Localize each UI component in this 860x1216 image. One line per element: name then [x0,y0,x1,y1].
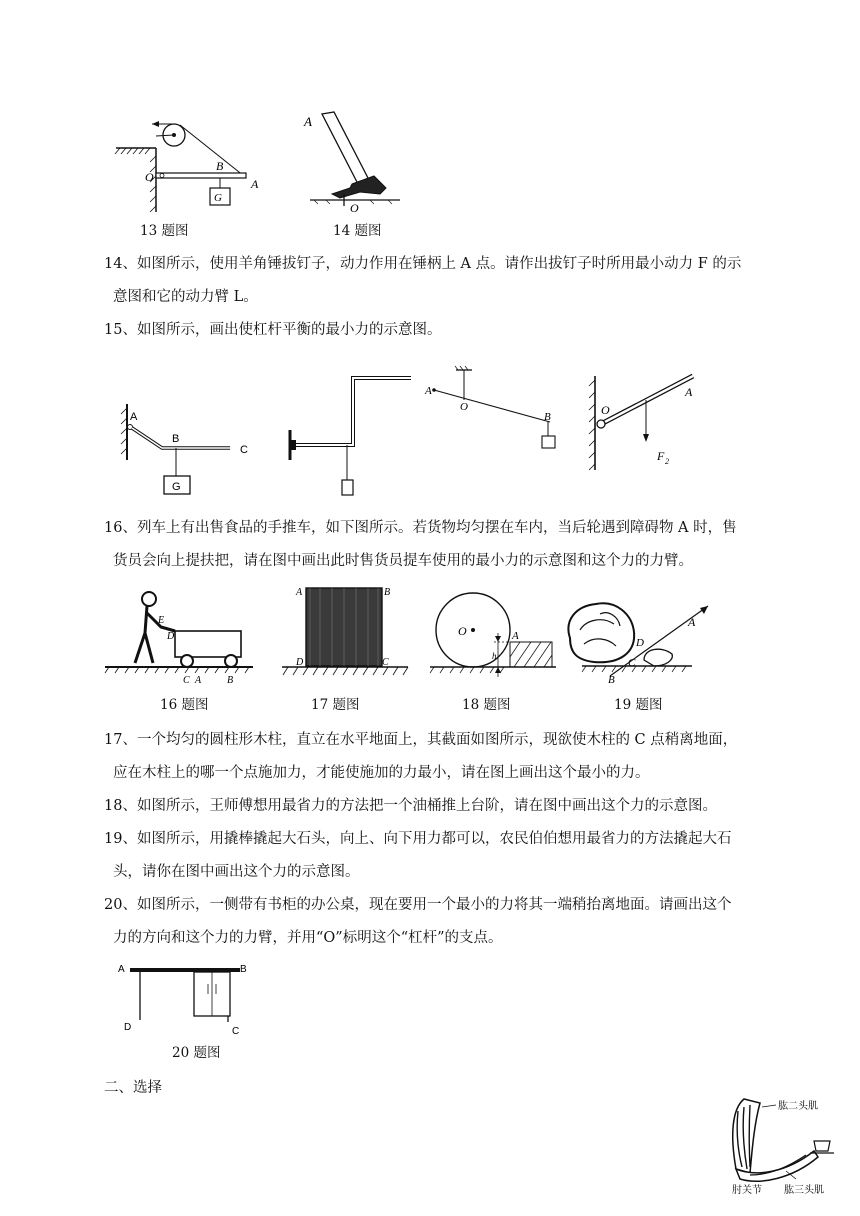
fig17-label-b: B [384,587,391,598]
caption-fig20: 20 题图 [172,1045,221,1061]
question-14-line-1: 14、如图所示，使用羊角锤拔钉子，动力作用在锤柄上 A 点。请作出拔钉子时所用最小动力 F 的示 [104,256,742,272]
fig14-label-o: O [350,201,359,215]
figure-15a [118,398,268,498]
fig16-label-d: D [167,631,175,642]
section-title: 二、选择 [104,1080,162,1096]
question-17-line-1: 17、一个均匀的圆柱形木柱，直立在水平地面上，其截面如图所示，现欲使木柱的 C 点稍离地面， [104,732,738,748]
question-14-line-2: 意图和它的动力臂 L。 [113,289,258,305]
figure-13 [112,110,272,215]
fig18-label-h: h [492,651,497,661]
fig15c-label-o: O [460,401,468,413]
figure-17 [280,585,410,685]
fig15a-label-a: A [130,411,138,423]
question-20-line-1: 20、如图所示，一侧带有书柜的办公桌，现在要用一个最小的力将其一端稍抬离地面。请画出这个 [104,897,732,913]
fig14-label-a: A [304,114,312,129]
fig19-label-d: D [636,637,644,649]
arm-label-triceps: 肱三头肌 [784,1185,824,1196]
fig20-label-c: C [232,1026,240,1037]
fig18-label-o: O [458,624,467,638]
fig15d-label-o: O [601,403,610,417]
arm-label-biceps: 肱二头肌 [778,1101,818,1112]
caption-fig14: 14 题图 [333,223,382,239]
question-16-line-2: 货员会向上提扶把，请在图中画出此时售货员提车使用的最小力的示意图和这个力的力臂。 [113,553,693,569]
fig19-label-b: B [608,674,615,686]
figure-19 [562,580,712,685]
caption-fig17: 17 题图 [311,697,360,713]
fig13-label-o: O [145,170,154,184]
question-16-line-1: 16、列车上有出售食品的手推车，如下图所示。若货物均匀摆在车内，当后轮遇到障碍物 A 时，售 [104,520,737,536]
figure-18 [428,585,558,685]
fig15a-label-b: B [172,433,180,445]
caption-fig13: 13 题图 [140,223,189,239]
caption-fig19: 19 题图 [614,697,663,713]
question-18-line-1: 18、如图所示，王师傅想用最省力的方法把一个油桶推上台阶，请在图中画出这个力的示意图。 [104,798,717,814]
fig15d-label-sub: 2 [665,457,669,466]
fig19-label-a: A [688,615,696,629]
caption-fig18: 18 题图 [462,697,511,713]
fig16-label-b: B [227,675,234,686]
caption-fig16: 16 题图 [160,697,209,713]
question-19-line-2: 头，请你在图中画出这个力的示意图。 [113,864,360,880]
fig17-label-a: A [296,587,303,598]
fig17-label-d: D [296,657,304,668]
fig20-label-b: B [240,964,247,975]
fig15c-label-a: A [425,385,432,397]
fig15d-label-a: A [685,385,693,399]
fig16-label-e: E [158,615,165,626]
figure-15b [285,372,415,500]
figure-15d [585,370,705,480]
fig16-label-c: C [183,675,190,686]
fig15d-label-f: F [657,449,665,463]
fig15c-label-b: B [544,411,551,423]
figure-20 [116,958,256,1038]
question-17-line-2: 应在木柱上的哪一个点施加力，才能使施加的力最小，请在图上画出这个最小的力。 [113,765,650,781]
fig19-label-c: C [628,657,636,669]
fig20-label-d: D [124,1022,132,1033]
fig18-label-a: A [512,630,519,642]
question-20-line-2: 力的方向和这个力的力臂，并用“O”标明这个“杠杆”的支点。 [113,930,503,946]
fig13-label-a: A [251,177,259,191]
question-15-line-1: 15、如图所示，画出使杠杆平衡的最小力的示意图。 [104,322,442,338]
figure-15c [422,362,572,462]
fig16-label-a: A [195,675,202,686]
fig20-label-a: A [118,964,125,975]
figure-arm [722,1095,842,1195]
question-19-line-1: 19、如图所示，用撬棒撬起大石头，向上、向下用力都可以，农民伯伯想用最省力的方法撬起大石 [104,831,732,847]
fig15a-label-g: G [172,481,181,493]
figure-16 [103,585,263,685]
fig17-label-c: C [382,657,389,668]
figure-14 [300,108,410,218]
fig13-label-g: G [214,192,222,204]
fig13-label-b: B [216,159,224,173]
fig15a-label-c: C [240,444,248,456]
arm-label-joint: 肘关节 [732,1185,762,1196]
